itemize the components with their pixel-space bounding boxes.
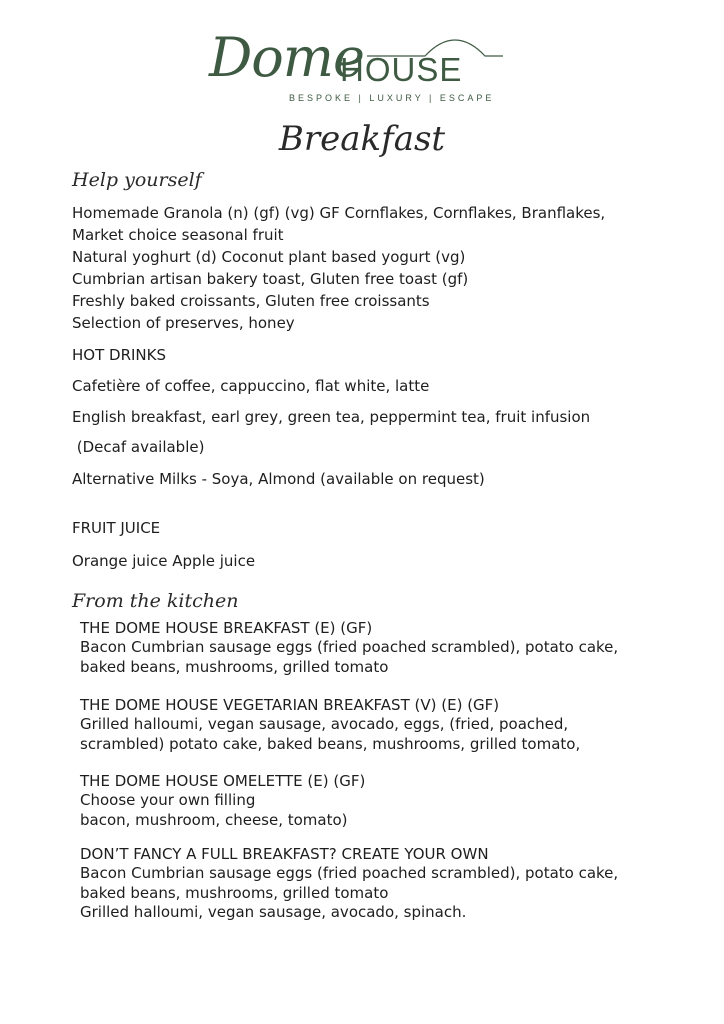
kitchen-dish [80,772,365,830]
hot-drinks-milks: Alternative Milks - Soya, Almond (available on request) [72,470,485,488]
list-item: Freshly baked croissants, Gluten free croissants [72,292,430,310]
logo-tagline: BESPOKE | LUXURY | ESCAPE [289,93,495,103]
kitchen-dish [80,619,618,677]
kitchen-heading: From the kitchen [72,590,239,612]
dish-description: Grilled halloumi, vegan sausage, avocado, eggs, (fried, poached, [80,715,569,734]
logo-word-text: HOUSE [340,51,463,88]
list-item: Homemade Granola (n) (gf) (vg) GF Cornflakes, Cornflakes, Branflakes, [72,204,606,222]
dish-description: Grilled halloumi, vegan sausage, avocado, spinach. [80,903,467,922]
list-item: Selection of preserves, honey [72,314,295,332]
list-item: Natural yoghurt (d) Coconut plant based yogurt (vg) [72,248,466,266]
dome-house-logo [205,22,505,108]
fruit-juice-heading: FRUIT JUICE [72,519,161,537]
dish-description: Choose your own filling [80,791,256,810]
dish-description: Bacon Cumbrian sausage eggs (fried poached scrambled), potato cake, [80,638,619,657]
hot-drinks-coffee: Cafetière of coffee, cappuccino, flat white, latte [72,377,430,395]
dish-description: baked beans, mushrooms, grilled tomato [80,883,389,902]
fruit-juice-items: Orange juice Apple juice [72,552,256,570]
dish-description: bacon, mushroom, cheese, tomato) [80,810,348,829]
kitchen-dish [80,696,580,754]
dish-title: THE DOME HOUSE VEGETARIAN BREAKFAST (V) (E) (GF) [80,696,500,714]
hot-drinks-tea: English breakfast, earl grey, green tea, peppermint tea, fruit infusion [72,408,591,426]
menu-title: Breakfast [278,119,446,159]
hot-drinks-heading: HOT DRINKS [72,346,166,364]
dish-description: Bacon Cumbrian sausage eggs (fried poached scrambled), potato cake, [80,864,619,883]
dish-description: baked beans, mushrooms, grilled tomato [80,657,389,676]
dish-title: THE DOME HOUSE OMELETTE (E) (GF) [80,772,366,790]
kitchen-dish [80,845,618,923]
dish-title: THE DOME HOUSE BREAKFAST (E) (GF) [80,619,373,637]
help-yourself-heading: Help yourself [72,169,202,191]
help-yourself-list [72,202,605,334]
logo-script-text: Dome [209,26,364,89]
list-item: Cumbrian artisan bakery toast, Gluten free toast (gf) [72,270,469,288]
dish-description: scrambled) potato cake, baked beans, mushrooms, grilled tomato, [80,734,581,753]
hot-drinks-decaf: (Decaf available) [72,438,205,456]
list-item: Market choice seasonal fruit [72,226,284,244]
dish-title: DON’T FANCY A FULL BREAKFAST? CREATE YOUR OWN [80,845,489,863]
